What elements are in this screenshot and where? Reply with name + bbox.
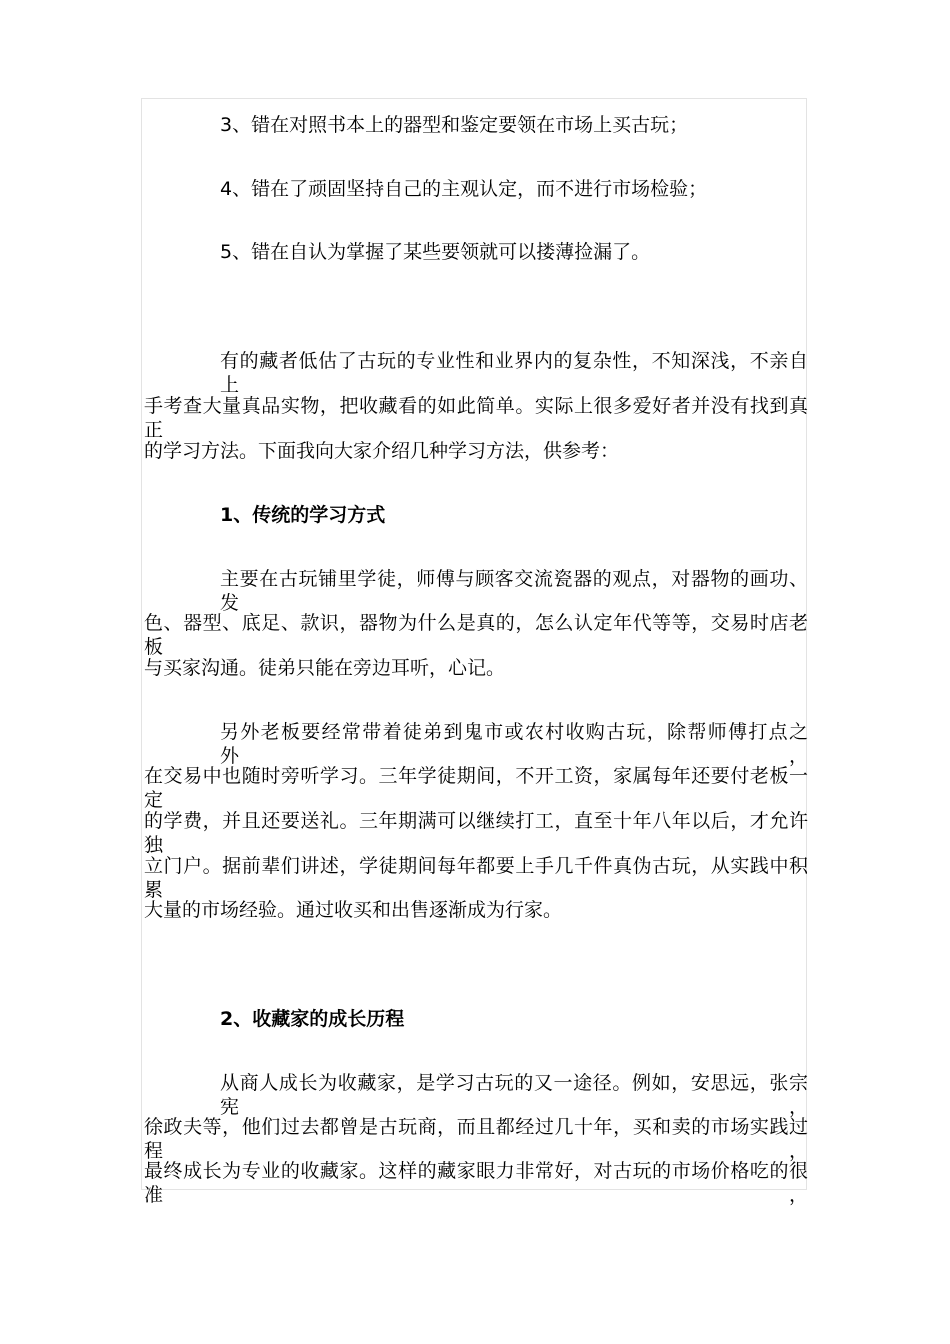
paragraph-line: 色、器型、底足、款识，器物为什么是真的，怎么认定年代等等，交易时店老板 [144, 612, 808, 658]
paragraph-line: 徐政夫等，他们过去都曾是古玩商，而且都经过几十年，买和卖的市场实践过程， [144, 1116, 808, 1162]
paragraph-line: 大量的市场经验。通过收买和出售逐渐成为行家。 [144, 899, 563, 921]
paragraph-line: 的学费，并且还要送礼。三年期满可以继续打工，直至十年八年以后，才允许独 [144, 810, 808, 856]
list-item: 4、错在了顽固坚持自己的主观认定，而不进行市场检验； [220, 178, 708, 200]
paragraph-line: 的学习方法。下面我向大家介绍几种学习方法，供参考： [144, 440, 620, 462]
paragraph-line: 从商人成长为收藏家，是学习古玩的又一途径。例如，安思远，张宗宪， [220, 1072, 808, 1118]
paragraph-line: 主要在古玩铺里学徒，师傅与顾客交流瓷器的观点，对器物的画功、发 [220, 568, 808, 614]
paragraph-line: 立门户。据前辈们讲述，学徒期间每年都要上手几千件真伪古玩，从实践中积累 [144, 855, 808, 901]
section-heading: 2、收藏家的成长历程 [220, 1008, 405, 1030]
paragraph-line: 有的藏者低估了古玩的专业性和业界内的复杂性，不知深浅，不亲自上 [220, 350, 808, 396]
paragraph-line: 另外老板要经常带着徒弟到鬼市或农村收购古玩，除帮师傅打点之外， [220, 721, 808, 767]
paragraph-line: 在交易中也随时旁听学习。三年学徒期间，不开工资，家属每年还要付老板一定 [144, 765, 808, 811]
paragraph-line: 手考查大量真品实物，把收藏看的如此简单。实际上很多爱好者并没有找到真正 [144, 395, 808, 441]
list-item: 3、错在对照书本上的器型和鉴定要领在市场上买古玩； [220, 114, 689, 136]
paragraph-line: 与买家沟通。徒弟只能在旁边耳听，心记。 [144, 657, 506, 679]
list-item: 5、错在自认为掌握了某些要领就可以搂薄捡漏了。 [220, 241, 651, 263]
paragraph-line: 最终成长为专业的收藏家。这样的藏家眼力非常好，对古玩的市场价格吃的很准， [144, 1160, 808, 1206]
section-heading: 1、传统的学习方式 [220, 504, 386, 526]
